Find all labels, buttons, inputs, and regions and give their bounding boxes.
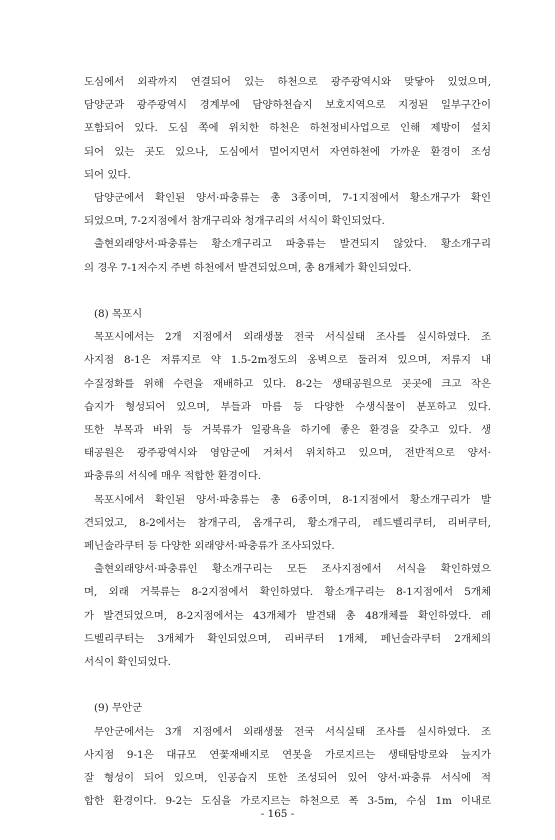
text-line: 의 경우 7-1저수지 주변 하천에서 발견되었으며, 총 8개체가 확인되었다. bbox=[84, 261, 412, 274]
text-line: 사지점 9-1은 대규모 연꽃재배지로 연못을 가로지르는 생태탐방로와 늪지가 bbox=[84, 748, 491, 761]
text-line: 페닌술라쿠터 등 다양한 외래양서·파충류가 조사되었다. bbox=[84, 540, 335, 552]
text-line: 출현외래양서·파충류는 황소개구리고 파충류는 발견되지 않았다. 황소개구리 bbox=[94, 238, 491, 251]
text-line: 목포시에서 확인된 양서·파충류는 총 6종이며, 8-1지점에서 황소개구리가 발 bbox=[94, 493, 491, 506]
text-line: 되어 있는 곳도 있으나, 도심에서 멀어지면서 자연하천에 가까운 환경이 조성 bbox=[84, 145, 491, 158]
text-line: 담양군에서 확인된 양서·파충류는 총 3종이며, 7-1지점에서 황소개구가 확인 bbox=[94, 192, 491, 204]
text-line: 드벨리쿠터는 3개체가 확인되었으며, 리버쿠터 1개체, 페닌술라쿠터 2개체의 bbox=[84, 632, 491, 645]
text-line: 합한 환경이다. 9-2는 도심을 가로지르는 하천으로 폭 3-5m, 수심 1m 이내로 bbox=[84, 795, 491, 808]
text-line: 사지점 8-1은 저류지로 약 1.5-2m정도의 옹벽으로 둘러져 있으며, 저류지 내 bbox=[84, 354, 491, 367]
text-line: 며, 외래 거북류는 8-2지점에서 확인하였다. 황소개구리는 8-1지점에서 5개체 bbox=[84, 586, 491, 599]
text-line: 잘 형성이 되어 있으며, 인공습지 또한 조성되어 있어 양서·파충류 서식에 적 bbox=[84, 772, 491, 784]
text-line: 견되었고, 8-2에서는 참개구리, 옴개구리, 황소개구리, 레드벨리쿠터, 리버쿠터, bbox=[84, 516, 491, 529]
section-heading-mokpo: (8) 목포시 bbox=[94, 308, 143, 320]
text-line: 담양군과 광주광역시 경계부에 담양하천습지 보호지역으로 지정된 일부구간이 bbox=[84, 99, 491, 112]
text-line: 또한 부목과 바위 등 거북류가 일광욕을 하기에 좋은 환경을 갖추고 있다. 생 bbox=[84, 424, 491, 436]
text-line: 수질정화를 위해 수련을 재배하고 있다. 8-2는 생태공원으로 곳곳에 크고 작은 bbox=[84, 377, 491, 390]
text-line: 되어 있다. bbox=[84, 168, 131, 181]
text-line: 서식이 확인되었다. bbox=[84, 656, 171, 668]
section-heading-muan: (9) 무안군 bbox=[94, 702, 143, 715]
page-number: - 165 - bbox=[260, 808, 295, 820]
text-line: 되었으며, 7-2지점에서 참개구리와 청개구리의 서식이 확인되었다. bbox=[84, 215, 385, 228]
text-line: 도심에서 외곽까지 연결되어 있는 하천으로 광주광역시와 맞닿아 있었으며, bbox=[84, 76, 491, 88]
text-line: 가 발견되었으며, 8-2지점에서는 43개체가 발견돼 총 48개체를 확인하였다. 레 bbox=[84, 609, 491, 622]
text-line: 출현외래양서·파충류인 황소개구리는 모든 조사지점에서 서식을 확인하였으 bbox=[94, 563, 491, 576]
text-line: 포함되어 있다. 도심 쪽에 위치한 하천은 하천정비사업으로 인해 제방이 설치 bbox=[84, 122, 491, 135]
text-line: 태공원은 광주광역시와 영암군에 거쳐서 위치하고 있으며, 전반적으로 양서· bbox=[84, 447, 491, 460]
text-line: 파충류의 서식에 매우 적합한 환경이다. bbox=[84, 470, 262, 483]
text-line: 목포시에서는 2개 지점에서 외래생물 전국 서식실태 조사를 실시하였다. 조 bbox=[94, 331, 491, 344]
text-line: 습지가 형성되어 있으며, 부들과 마름 등 다양한 수생식물이 분포하고 있다. bbox=[84, 400, 491, 413]
text-line: 무안군에서는 3개 지점에서 외래생물 전국 서식실태 조사를 실시하였다. 조 bbox=[94, 725, 491, 738]
